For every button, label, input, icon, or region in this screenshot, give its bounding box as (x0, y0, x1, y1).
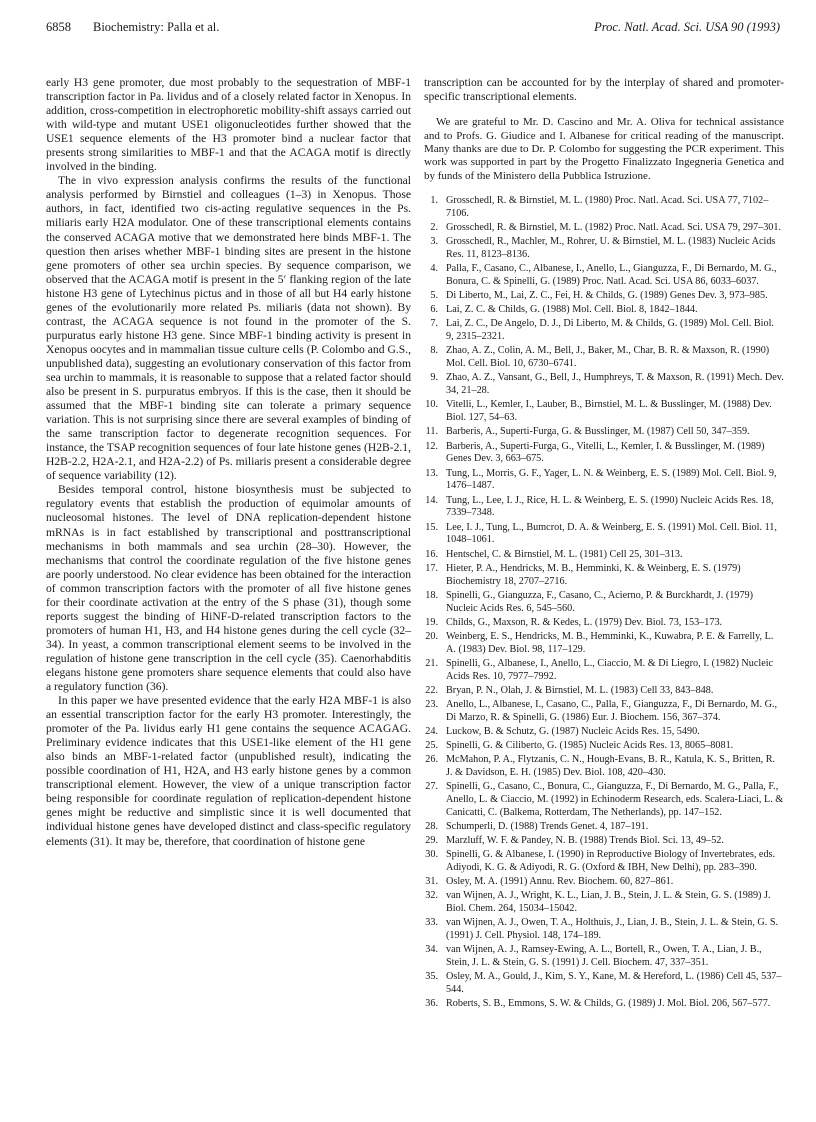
right-column (424, 76, 784, 1012)
reference-number: 34. (425, 944, 438, 956)
reference-number: 12. (425, 440, 438, 452)
reference-text: Lee, I. J., Tung, L., Bumcrot, D. A. & Weinberg, E. S. (1991) Mol. Cell. Biol. 11, 1048–1061. (446, 521, 777, 546)
reference-number: 22. (425, 684, 438, 696)
reference-item (424, 944, 784, 970)
reference-number: 7. (430, 318, 438, 330)
reference-item (424, 971, 784, 997)
reference-number: 1. (430, 195, 438, 207)
reference-number: 18. (425, 589, 438, 601)
reference-number: 2. (430, 222, 438, 234)
reference-number: 3. (430, 236, 438, 248)
reference-text: Anello, L., Albanese, I., Casano, C., Palla, F., Gianguzza, F., Di Bernardo, M. G., Di Marzo, R. & Spinelli, G. (1986) Eur. J. Biochem. 156, 367–374. (446, 698, 778, 723)
reference-item (424, 685, 784, 698)
reference-number: 17. (425, 562, 438, 574)
reference-number: 11. (425, 426, 438, 438)
reference-number: 13. (425, 467, 438, 479)
reference-number: 33. (425, 917, 438, 929)
reference-item (424, 781, 784, 820)
reference-text: Vitelli, L., Kemler, I., Lauber, B., Birnstiel, M. L. & Busslinger, M. (1988) Dev. Biol. 127, 54–63. (446, 399, 772, 424)
reference-item (424, 426, 784, 439)
reference-item (424, 195, 784, 221)
reference-text: Childs, G., Maxson, R. & Kedes, L. (1979) Dev. Biol. 73, 153–173. (446, 616, 723, 628)
reference-item (424, 468, 784, 494)
reference-number: 26. (425, 753, 438, 765)
reference-text: Spinelli, G., Gianguzza, F., Casano, C., Acierno, P. & Burckhardt, J. (1979) Nucleic Acids Res. 6, 545–560. (446, 589, 754, 614)
reference-text: van Wijnen, A. J., Ramsey-Ewing, A. L., Bortell, R., Owen, T. A., Lian, J. B., Stein, J. L. & Stein, G. S. (1991) J. Cell. Biochem. 47, 337–351. (446, 944, 762, 969)
reference-item (424, 631, 784, 657)
reference-item (424, 495, 784, 521)
reference-item (424, 563, 784, 589)
reference-list (424, 195, 784, 1011)
reference-text: Spinelli, G., Casano, C., Bonura, C., Gianguzza, F., Di Bernardo, M. G., Palla, F., Anello, L. & Ciaccio, M. (1992) in Echinoderm Research, eds. Scalera-Liaci, L. & Canicatti, C. (Balkema, Rotterdam, The Netherlands), pp. 147–152. (446, 780, 784, 818)
reference-text: Di Liberto, M., Lai, Z. C., Fei, H. & Childs, G. (1989) Genes Dev. 3, 973–985. (446, 290, 768, 302)
body-paragraph-3: Besides temporal control, histone biosynthesis must be subjected to regulatory events that establish the production of equimolar amounts of nucleosomal histones. The level of DNA replication-dependent histone mRNAs is in fact established by transcriptional and posttranscriptional mechanisms in both mammals and sea urchin (28–30). However, the mechanisms that control the coordinate regulation of the five histone genes are poorly understood. No clear evidence has been obtained for the interaction of common transcription factors with the promoter of all five histone genes for their coordinate activation at the entry of the S phase (31), though some reports suggest the binding of HiNF-D-related transcription factors to the promoters of human H1, H3, and H4 histone genes during the cell cycle (32–34). In yeast, a common transcriptional element seems to be involved in the regulation of histone gene transcription in the cell cycle (35). Caenorhabditis elegans histone gene promoters share sequence elements that could also have a regulatory function (36). (46, 483, 411, 694)
section-author-line: Biochemistry: Palla et al. (93, 20, 220, 34)
reference-number: 19. (425, 616, 438, 628)
reference-text: Bryan, P. N., Olah, J. & Birnstiel, M. L. (1983) Cell 33, 843–848. (446, 684, 714, 696)
reference-text: Schumperli, D. (1988) Trends Genet. 4, 187–191. (446, 820, 649, 832)
reference-number: 23. (425, 698, 438, 710)
reference-item (424, 345, 784, 371)
reference-number: 27. (425, 780, 438, 792)
reference-number: 14. (425, 494, 438, 506)
reference-text: Zhao, A. Z., Colin, A. M., Bell, J., Baker, M., Char, B. R. & Maxson, R. (1990) Mol. Cell. Biol. 10, 6730–6741. (446, 345, 770, 370)
reference-item (424, 549, 784, 562)
reference-number: 6. (430, 304, 438, 316)
reference-text: Grosschedl, R. & Birnstiel, M. L. (1980) Proc. Natl. Acad. Sci. USA 77, 7102–7106. (446, 195, 769, 220)
reference-number: 4. (430, 263, 438, 275)
left-column (46, 76, 411, 849)
reference-number: 31. (425, 876, 438, 888)
reference-text: van Wijnen, A. J., Owen, T. A., Holthuis, J., Lian, J. B., Stein, J. L. & Stein, G. S. (1991) J. Cell. Physiol. 148, 174–189. (446, 917, 779, 942)
reference-text: Osley, M. A. (1991) Annu. Rev. Biochem. 60, 827–861. (446, 876, 674, 888)
reference-item (424, 917, 784, 943)
reference-item (424, 522, 784, 548)
reference-text: Osley, M. A., Gould, J., Kim, S. Y., Kane, M. & Hereford, L. (1986) Cell 45, 537–544. (446, 971, 782, 996)
reference-number: 25. (425, 739, 438, 751)
reference-item (424, 998, 784, 1011)
reference-text: Hieter, P. A., Hendricks, M. B., Hemminki, K. & Weinberg, E. S. (1979) Biochemistry 18, 2707–2716. (446, 562, 741, 587)
reference-number: 35. (425, 971, 438, 983)
acknowledgment: We are grateful to Mr. D. Cascino and Mr. A. Oliva for technical assistance and to Profs. G. Giudice and I. Albanese for critical reading of the manuscript. Many thanks are due to Dr. P. Colombo for suggesting the PCR experiment. This work was supported in part by the Progetto Finalizzato Ingegneria Genetica and by funds of the Ministero della Pubblica Istruzione. (424, 116, 784, 182)
reference-item (424, 318, 784, 344)
reference-text: Tung, L., Lee, I. J., Rice, H. L. & Weinberg, E. S. (1990) Nucleic Acids Res. 18, 7339–7348. (446, 494, 774, 519)
reference-item (424, 740, 784, 753)
reference-number: 16. (425, 548, 438, 560)
reference-number: 28. (425, 820, 438, 832)
reference-text: Grosschedl, R., Machler, M., Rohrer, U. & Birnstiel, M. L. (1983) Nucleic Acids Res. 11, 8123–8136. (446, 236, 776, 261)
reference-item (424, 876, 784, 889)
reference-number: 29. (425, 834, 438, 846)
reference-text: Zhao, A. Z., Vansant, G., Bell, J., Humphreys, T. & Maxson, R. (1991) Mech. Dev. 34, 21–28. (446, 372, 784, 397)
reference-number: 20. (425, 630, 438, 642)
reference-item (424, 617, 784, 630)
reference-number: 21. (425, 657, 438, 669)
reference-text: McMahon, P. A., Flytzanis, C. N., Hough-Evans, B. R., Katula, K. S., Britten, R. J. & Davidson, E. H. (1985) Dev. Biol. 108, 420–430. (446, 753, 776, 778)
reference-text: van Wijnen, A. J., Wright, K. L., Lian, J. B., Stein, J. L. & Stein, G. S. (1989) J. Biol. Chem. 264, 15034–15042. (446, 890, 771, 915)
reference-item (424, 726, 784, 739)
reference-item (424, 372, 784, 398)
reference-text: Spinelli, G. & Albanese, I. (1990) in Reproductive Biology of Invertebrates, eds. Adiyodi, K. G. & Adiyodi, R. G. (Oxford & IBH, New Delhi), pp. 283–390. (446, 849, 776, 873)
reference-text: Spinelli, G., Albanese, I., Anello, L., Ciaccio, M. & Di Liegro, I. (1982) Nucleic Acids Res. 10, 7977–7992. (446, 657, 774, 682)
reference-number: 36. (425, 998, 438, 1010)
reference-item (424, 263, 784, 289)
reference-item (424, 236, 784, 262)
reference-text: Palla, F., Casano, C., Albanese, I., Anello, L., Gianguzza, F., Di Bernardo, M. G., Bonura, C. & Spinelli, G. (1989) Proc. Natl. Acad. Sci. USA 86, 6033–6037. (446, 263, 777, 288)
reference-number: 32. (425, 890, 438, 902)
reference-text: Grosschedl, R. & Birnstiel, M. L. (1982) Proc. Natl. Acad. Sci. USA 79, 297–301. (446, 222, 782, 234)
body-paragraph-4: In this paper we have presented evidence that the early H2A MBF-1 is also an essential transcription factor for the early H3 promoter. Interestingly, the promoter of the Pa. lividus early H1 gene contains the sequence ACAGAG. Preliminary evidence indicates that this USE1-like element of the H1 gene also binds an MBF-1-related factor (unpublished result), indicating the possible coordination of H1, H2A, and H3 early histone genes by a common transcriptional element. However, the view of a unique transcription factor being responsible for coordinate regulation of replication-dependent histone genes might be reductive and simplistic since it is well documented that individual histone genes have developed distinct and class-specific regulatory elements (31). It may be, therefore, that coordination of histone gene (46, 694, 411, 848)
reference-text: Weinberg, E. S., Hendricks, M. B., Hemminki, K., Kuwabra, P. E. & Farrelly, L. A. (1983) Dev. Biol. 98, 117–129. (446, 630, 774, 655)
body-paragraph-continuation: transcription can be accounted for by the interplay of shared and promoter-specific transcriptional elements. (424, 76, 784, 104)
reference-text: Luckow, B. & Schutz, G. (1987) Nucleic Acids Res. 15, 5490. (446, 725, 700, 737)
reference-text: Hentschel, C. & Birnstiel, M. L. (1981) Cell 25, 301–313. (446, 548, 683, 560)
reference-item (424, 658, 784, 684)
reference-item (424, 890, 784, 916)
reference-number: 9. (430, 372, 438, 384)
reference-text: Spinelli, G. & Ciliberto, G. (1985) Nucleic Acids Res. 13, 8065–8081. (446, 739, 734, 751)
reference-item (424, 699, 784, 725)
reference-item (424, 835, 784, 848)
body-paragraph-2: The in vivo expression analysis confirms the results of the functional analysis performed by Birnstiel and colleagues (1–3) in Xenopus. Those authors, in fact, identified two cis-acting regulative sequences in the Ps. miliaris early H2A modulator. One of these transcriptional elements contains the conserved ACAGA motive that we demonstrated here binds MBF-1. The question then arises whether MBF-1 binding sites are present in the histone gene promoters of other sea urchin species. By sequence comparison, we observed that the ACAGA motif is present in the 5′ flanking region of the late histone H3 gene of Lytechinus pictus and in those of all but H4 early histone genes of the evolutionarily more related Ps. miliaris (data not shown). By contrast, the ACAGA sequence is not found in the promoter of the S. purpuratus early histone H3 gene. Since MBF-1 binding activity is present in Xenopus oocytes and in mammalian tissue culture cells (P. Colombo and G.S., unpublished data), suggesting an evolutionary conservation of this factor from sea urchin to mammals, it is reasonable to suppose that a related factor should also be present in S. purpuratus embryos. If this is the case, then it should be assumed that the MBF-1 binding site can tolerate a primary sequence variation. This is not surprising since there are several examples of binding of the same transcription factor to degenerate recognition sequences. For instance, the TSAP recognition sequences of four late histone genes (H2B-2.1, H2B-2.2, H2A-2.1, and H2A-2.2) of Ps. miliaris present a considerable degree of sequence variability (12). (46, 174, 411, 483)
reference-text: Marzluff, W. F. & Pandey, N. B. (1988) Trends Biol. Sci. 13, 49–52. (446, 834, 724, 846)
page-number: 6858 (46, 20, 71, 34)
reference-item (424, 441, 784, 467)
reference-item (424, 590, 784, 616)
reference-number: 24. (425, 725, 438, 737)
reference-item (424, 304, 784, 317)
reference-item (424, 849, 784, 875)
reference-text: Barberis, A., Superti-Furga, G., Vitelli, L., Kemler, I. & Busslinger, M. (1989) Genes Dev. 3, 663–675. (446, 440, 765, 465)
body-paragraph-1: early H3 gene promoter, due most probably to the sequestration of MBF-1 transcription factor in Pa. lividus and of a closely related factor in Xenopus. In addition, cross-competition in electrophoretic mobility-shift assays carried out with wild-type and mutant USE1 oligonucleotides further showed that the USE1 sequence elements of the H3 promoter bind a nuclear factor that presents strong similarities to MBF-1 and that the ACAGA motif is directly involved in the binding. (46, 76, 411, 174)
reference-number: 30. (425, 849, 438, 861)
journal-reference: Proc. Natl. Acad. Sci. USA 90 (1993) (594, 20, 780, 34)
reference-number: 10. (425, 399, 438, 411)
reference-item (424, 222, 784, 235)
reference-item (424, 821, 784, 834)
reference-number: 5. (430, 290, 438, 302)
reference-item (424, 754, 784, 780)
reference-item (424, 290, 784, 303)
reference-text: Lai, Z. C., De Angelo, D. J., Di Liberto, M. & Childs, G. (1989) Mol. Cell. Biol. 9, 2315–2321. (446, 318, 774, 343)
reference-number: 15. (425, 521, 438, 533)
reference-text: Tung, L., Morris, G. F., Yager, L. N. & Weinberg, E. S. (1989) Mol. Cell. Biol. 9, 1476–1487. (446, 467, 777, 492)
reference-text: Roberts, S. B., Emmons, S. W. & Childs, G. (1989) J. Mol. Biol. 206, 567–577. (446, 998, 771, 1010)
reference-text: Barberis, A., Superti-Furga, G. & Busslinger, M. (1987) Cell 50, 347–359. (446, 426, 750, 438)
reference-item (424, 399, 784, 425)
reference-text: Lai, Z. C. & Childs, G. (1988) Mol. Cell. Biol. 8, 1842–1844. (446, 304, 698, 316)
running-header (46, 20, 780, 40)
reference-number: 8. (430, 345, 438, 357)
